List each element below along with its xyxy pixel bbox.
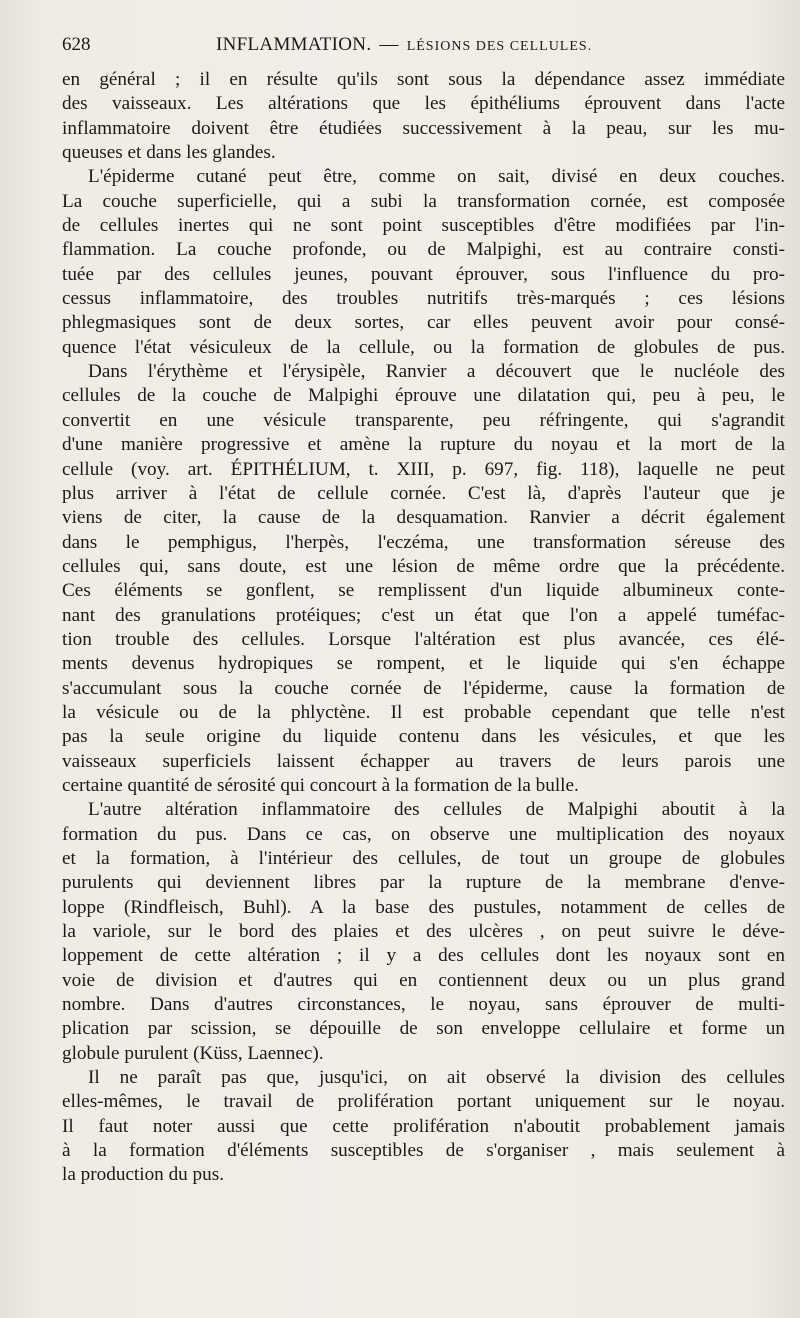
text-line: flammation. La couche profonde, ou de Malpighi, est au contraire consti- (62, 239, 785, 261)
text-line: d'une manière progressive et amène la rupture du noyau et la mort de la (62, 434, 785, 456)
text-line: cellules qui, sans doute, est une lésion de même ordre que la précédente. (62, 555, 785, 577)
text-line: Ces éléments se gonflent, se remplissent d'un liquide albumineux conte- (62, 580, 785, 602)
text-line: purulents qui deviennent libres par la rupture de la membrane d'enve- (62, 872, 785, 894)
text-line: la vésicule ou de la phlyctène. Il est probable cependant que telle n'est (62, 701, 785, 723)
text-line: la production du pus. (62, 1164, 225, 1186)
text-line: pas la seule origine du liquide contenu dans les vésicules, et que les (62, 726, 785, 748)
text-line: plus arriver à l'état de cellule cornée. C'est là, d'après l'auteur que je (62, 482, 785, 504)
text-line: Dans l'érythème et l'érysipèle, Ranvier a découvert que le nucléole des (88, 361, 785, 383)
text-line: L'autre altération inflammatoire des cellules de Malpighi aboutit à la (88, 799, 785, 821)
page-number: 628 (62, 34, 91, 55)
text-line: loppement de cette altération ; il y a des cellules dont les noyaux sont en (62, 945, 785, 967)
section-subtitle: LÉSIONS DES CELLULES. (406, 39, 593, 54)
text-line: cellule (voy. art. ÉPITHÉLIUM, t. XIII, p. 697, fig. 118), laquelle ne peut (62, 458, 785, 480)
text-line: à la formation d'éléments susceptibles de s'organiser , mais seulement à (62, 1140, 785, 1162)
text-line: voie de division et d'autres qui en contiennent deux ou un plus grand (62, 969, 785, 991)
text-line: cessus inflammatoire, des troubles nutritifs très-marqués ; ces lésions (62, 288, 785, 310)
text-line: phlegmasiques sont de deux sortes, car elles peuvent avoir pour consé- (62, 312, 785, 334)
text-line: formation du pus. Dans ce cas, on observe une multiplication des noyaux (62, 823, 785, 845)
text-line: La couche superficielle, qui a subi la transformation cornée, est composée (62, 190, 785, 212)
text-line: nant des granulations protéiques; c'est un état que l'on a appelé tuméfac- (62, 604, 785, 626)
text-line: tuée par des cellules jeunes, pouvant éprouver, sous l'influence du pro- (62, 263, 785, 285)
text-line: plication par scission, se dépouille de son enveloppe cellulaire et forme un (62, 1018, 785, 1040)
text-line: queuses et dans les glandes. (62, 142, 276, 164)
body-text (62, 68, 785, 1188)
chapter-title: INFLAMMATION. (216, 34, 372, 55)
text-line: Il faut noter aussi que cette prolifération n'aboutit probablement jamais (62, 1115, 785, 1137)
text-line: et la formation, à l'intérieur des cellules, de tout un groupe de globules (62, 848, 785, 869)
text-line: convertit en une vésicule transparente, peu réfringente, qui s'agrandit (62, 409, 785, 431)
text-line: inflammatoire doivent être étudiées successivement à la peau, sur les mu- (62, 117, 785, 139)
text-line: elles-mêmes, le travail de prolifération portant uniquement sur le noyau. (62, 1091, 785, 1113)
text-line: des vaisseaux. Les altérations que les épithéliums éprouvent dans l'acte (62, 93, 785, 115)
running-title (216, 34, 592, 56)
text-line: certaine quantité de sérosité qui concourt à la formation de la bulle. (62, 774, 579, 796)
text-line: dans le pemphigus, l'herpès, l'eczéma, une transformation séreuse des (62, 531, 785, 553)
text-line: s'accumulant sous la couche cornée de l'épiderme, cause la formation de (62, 677, 785, 699)
title-dash: — (379, 34, 399, 55)
text-line: cellules de la couche de Malpighi éprouve une dilatation qui, peu à peu, le (62, 385, 785, 407)
text-line: globule purulent (Küss, Laennec). (62, 1042, 324, 1064)
text-line: Il ne paraît pas que, jusqu'ici, on ait observé la division des cellules (88, 1067, 785, 1089)
text-line: loppe (Rindfleisch, Buhl). A la base des pustules, notamment de celles de (62, 896, 785, 918)
text-line: nombre. Dans d'autres circonstances, le noyau, sans éprouver de multi- (62, 994, 785, 1016)
text-line: tion trouble des cellules. Lorsque l'altération est plus avancée, ces élé- (62, 628, 785, 650)
text-line: en général ; il en résulte qu'ils sont sous la dépendance assez immédiate (62, 69, 785, 90)
text-line: viens de citer, la cause de la desquamation. Ranvier a décrit également (62, 507, 785, 529)
text-line: L'épiderme cutané peut être, comme on sait, divisé en deux couches. (88, 166, 785, 188)
running-header (62, 34, 788, 60)
text-line: quence l'état vésiculeux de la cellule, ou la formation de globules de pus. (62, 336, 785, 358)
text-line: vaisseaux superficiels laissent échapper au travers de leurs parois une (62, 750, 785, 772)
text-line: de cellules inertes qui ne sont point susceptibles d'être modifiées par l'in- (62, 215, 785, 237)
text-line: ments devenus hydropiques se rompent, et le liquide qui s'en échappe (62, 653, 785, 675)
text-line: la variole, sur le bord des plaies et des ulcères , on peut suivre le déve- (62, 921, 785, 943)
